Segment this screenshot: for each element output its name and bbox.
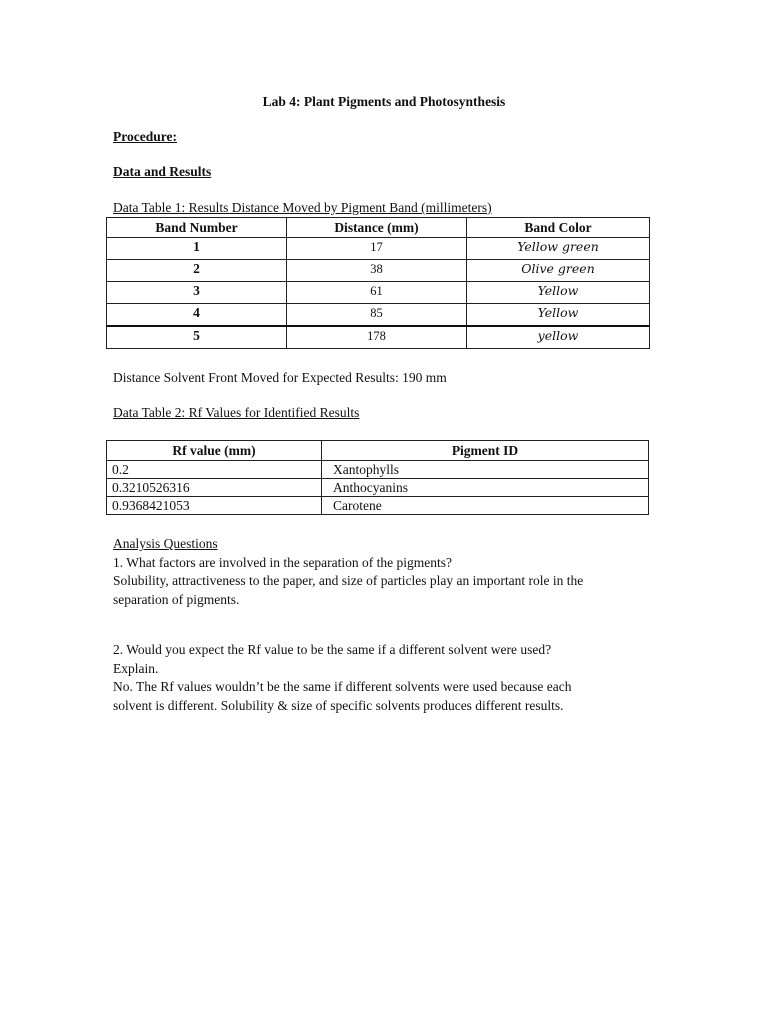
rf-values-table bbox=[106, 440, 649, 515]
page-title: Lab 4: Plant Pigments and Photosynthesis bbox=[262, 94, 506, 109]
band-number-cell: 1 bbox=[107, 238, 287, 260]
table-row bbox=[107, 282, 650, 304]
answer-2-line-1: No. The Rf values wouldn’t be the same if different solvents were used because each bbox=[113, 679, 572, 694]
rf-value-cell: 0.9368421053 bbox=[107, 497, 322, 515]
solvent-front-text: Distance Solvent Front Moved for Expected Results: 190 mm bbox=[113, 370, 447, 385]
table-header-row bbox=[107, 441, 649, 461]
table-row bbox=[107, 479, 649, 497]
question-2-line-1: 2. Would you expect the Rf value to be the same if a different solvent were used? bbox=[113, 642, 552, 657]
band-color-cell: Yellow green bbox=[467, 238, 650, 260]
table-row bbox=[107, 260, 650, 282]
rf-value-cell: 0.2 bbox=[107, 461, 322, 479]
band-number-cell: 5 bbox=[107, 326, 287, 349]
table-row bbox=[107, 497, 649, 515]
band-number-cell: 3 bbox=[107, 282, 287, 304]
rf-value-cell: 0.3210526316 bbox=[107, 479, 322, 497]
distance-cell: 178 bbox=[287, 326, 467, 349]
band-color-cell: yellow bbox=[467, 326, 650, 349]
column-header-distance: Distance (mm) bbox=[287, 218, 467, 238]
analysis-heading: Analysis Questions bbox=[113, 536, 218, 551]
pigment-id-cell: Xantophylls bbox=[322, 461, 649, 479]
pigment-id-cell: Anthocyanins bbox=[322, 479, 649, 497]
table-header-row bbox=[107, 218, 650, 238]
column-header-rf-value: Rf value (mm) bbox=[107, 441, 322, 461]
column-header-band-color: Band Color bbox=[467, 218, 650, 238]
table-row bbox=[107, 304, 650, 327]
distance-table bbox=[106, 217, 650, 349]
table-row bbox=[107, 326, 650, 349]
answer-1-line-1: Solubility, attractiveness to the paper, and size of particles play an important role in the bbox=[113, 573, 584, 588]
distance-cell: 61 bbox=[287, 282, 467, 304]
table-row bbox=[107, 461, 649, 479]
column-header-pigment-id: Pigment ID bbox=[322, 441, 649, 461]
answer-2-line-2: solvent is different. Solubility & size of specific solvents produces different results. bbox=[113, 697, 564, 713]
distance-cell: 85 bbox=[287, 304, 467, 327]
procedure-heading: Procedure: bbox=[113, 129, 177, 144]
pigment-id-cell: Carotene bbox=[322, 497, 649, 515]
analysis-section bbox=[113, 535, 583, 609]
answer-1-line-2: separation of pigments. bbox=[113, 591, 240, 607]
distance-cell: 17 bbox=[287, 238, 467, 260]
distance-cell: 38 bbox=[287, 260, 467, 282]
band-color-cell: Olive green bbox=[467, 260, 650, 282]
table-row bbox=[107, 238, 650, 260]
table1-caption: Data Table 1: Results Distance Moved by Pigment Band (millimeters) bbox=[113, 200, 492, 215]
band-color-cell: Yellow bbox=[467, 282, 650, 304]
question-1: 1. What factors are involved in the separation of the pigments? bbox=[113, 554, 453, 570]
band-color-cell: Yellow bbox=[467, 304, 650, 327]
question-2-line-2: Explain. bbox=[113, 660, 159, 676]
table2-caption: Data Table 2: Rf Values for Identified Results bbox=[113, 405, 360, 420]
band-number-cell: 4 bbox=[107, 304, 287, 327]
results-heading: Data and Results bbox=[113, 164, 212, 179]
question-2-section bbox=[113, 641, 571, 715]
column-header-band-number: Band Number bbox=[107, 218, 287, 238]
band-number-cell: 2 bbox=[107, 260, 287, 282]
